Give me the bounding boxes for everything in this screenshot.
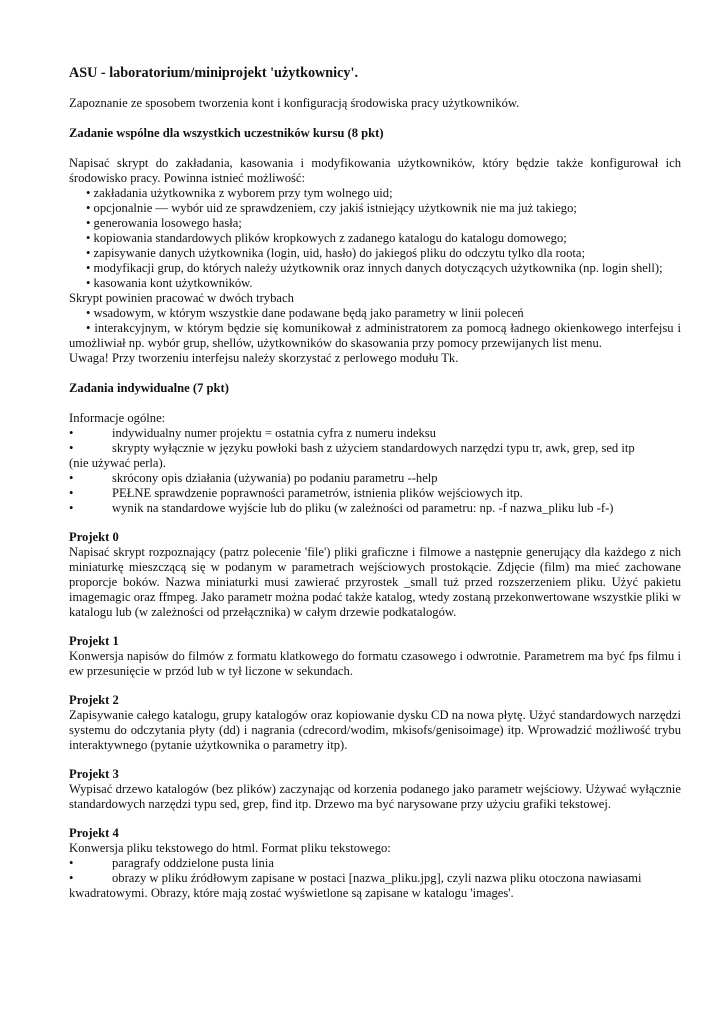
bullet-icon: • <box>69 471 74 485</box>
warning-text: Uwaga! Przy tworzeniu interfejsu należy skorzystać z perlowego modułu Tk. <box>69 351 459 365</box>
project-description: Konwersja napisów do filmów z formatu klatkowego do formatu czasowego i odwrotnie. Parametrem ma być fps filmu i ew przesunięcie w przód lub w tył liczone w sekundach. <box>69 649 681 678</box>
mode-item: • wsadowym, w którym wszystkie dane podawane będą jako parametry w linii poleceń <box>86 306 524 320</box>
document-title: ASU - laboratorium/miniprojekt 'użytkownicy'. <box>69 65 359 81</box>
info-item-text: skrócony opis działania (używania) po podaniu parametru --help <box>112 471 438 485</box>
info-item <box>69 426 681 441</box>
capability-item: • modyfikacji grup, do których należy użytkownik oraz innych danych dotyczących użytkownika (np. login shell); <box>86 261 663 275</box>
project-heading: Projekt 3 <box>69 767 119 781</box>
capability-item: • kopiowania standardowych plików kropkowych z zadanego katalogu do katalogu domowego; <box>86 231 567 245</box>
info-item-text: PEŁNE sprawdzenie poprawności parametrów, istnienia plików wejściowych itp. <box>112 486 523 500</box>
mode-item: • interakcyjnym, w którym będzie się komunikował z administratorem za pomocą ładnego okienkowego interfejsu i umożliwiał np. wybór grup, shellów, użytkowników do skasowania przy pomocy przewijanych list menu. <box>69 321 681 350</box>
modes-intro: Skrypt powinien pracować w dwóch trybach <box>69 291 294 305</box>
common-task-paragraph: Napisać skrypt do zakładania, kasowania i modyfikowania użytkowników, który będzie także konfigurował ich środowisko pracy. Powinna istnieć możliwość: <box>69 156 681 185</box>
project-description: Zapisywanie całego katalogu, grupy katalogów oraz kopiowanie dysku CD na nowa płytę. Użyć standardowych narzędzi systemu do odczytania płyty (dd) i nagrania (cdrecord/wodim, mkisofs/genisoimage) itp. Wprowadzić możliwość trybu interaktywnego (pytanie użytkownika o parametry itp). <box>69 708 681 752</box>
info-item-continuation: (nie używać perla). <box>69 456 166 470</box>
info-item <box>69 486 681 501</box>
project-description: Konwersja pliku tekstowego do html. Format pliku tekstowego: <box>69 841 391 855</box>
common-task-heading: Zadanie wspólne dla wszystkich uczestników kursu (8 pkt) <box>69 126 384 140</box>
info-item-text: indywidualny numer projektu = ostatnia cyfra z numeru indeksu <box>112 426 436 440</box>
info-item <box>69 501 681 516</box>
info-item <box>69 441 681 471</box>
bullet-icon: • <box>69 871 74 885</box>
project-description: Napisać skrypt rozpoznający (patrz polecenie 'file') pliki graficzne i filmowe a następnie generujący dla każdego z nich miniaturkę mieszczącą się w podanym w parametrach wejściowych prostokącie. Zdjęcie (film) ma mieć zachowane proporcje boków. Nazwa miniaturki musi zawierać przyrostek _small tuż przed rozszerzeniem pliku. Użyć pakietu imagemagic oraz ffmpeg. Jako parametr można podać także katalog, wtedy zostaną przekonwertowane wszystkie pliki w katalogu lub (w zależności od przełącznika) w całym drzewie podkatalogów. <box>69 545 681 619</box>
info-item-text: skrypty wyłącznie w języku powłoki bash z użyciem standardowych narzędzi typu tr, awk, grep, sed itp <box>112 441 635 455</box>
project-heading: Projekt 0 <box>69 530 119 544</box>
intro-paragraph: Zapoznanie ze sposobem tworzenia kont i konfiguracją środowiska pracy użytkowników. <box>69 96 520 110</box>
info-item <box>69 471 681 486</box>
project-description: Wypisać drzewo katalogów (bez plików) zaczynając od korzenia podanego jako parametr wejściowy. Używać wyłącznie standardowych narzędzi typu sed, grep, find itp. Drzewo ma być narysowane przy użyciu grafiki tekstowej. <box>69 782 681 811</box>
capability-item: • zakładania użytkownika z wyborem przy tym wolnego uid; <box>86 186 393 200</box>
bullet-icon: • <box>69 441 74 455</box>
general-info-label: Informacje ogólne: <box>69 411 166 425</box>
bullet-icon: • <box>69 856 74 870</box>
format-item <box>69 856 681 871</box>
capability-item: • kasowania kont użytkowników. <box>86 276 253 290</box>
info-item-text: wynik na standardowe wyjście lub do pliku (w zależności od parametru: np. -f nazwa_pliku lub -f-) <box>112 501 614 515</box>
capability-item: • zapisywanie danych użytkownika (login, uid, hasło) do jakiegoś pliku do odczytu tylko dla roota; <box>86 246 585 260</box>
bullet-icon: • <box>69 486 74 500</box>
format-item-text: paragrafy oddzielone pusta linia <box>112 856 274 870</box>
format-item-continuation: kwadratowymi. Obrazy, które mają zostać wyświetlone są zapisane w katalogu 'images'. <box>69 886 514 900</box>
capability-item: • opcjonalnie — wybór uid ze sprawdzeniem, czy jakiś istniejący użytkownik nie ma już takiego; <box>86 201 577 215</box>
project-heading: Projekt 2 <box>69 693 119 707</box>
format-item-text: obrazy w pliku źródłowym zapisane w postaci [nazwa_pliku.jpg], czyli nazwa pliku otoczona nawiasami <box>112 871 642 885</box>
project-heading: Projekt 1 <box>69 634 119 648</box>
capability-item: • generowania losowego hasła; <box>86 216 242 230</box>
individual-task-heading: Zadania indywidualne (7 pkt) <box>69 381 229 395</box>
format-item <box>69 871 681 901</box>
bullet-icon: • <box>69 426 74 440</box>
project-heading: Projekt 4 <box>69 826 119 840</box>
bullet-icon: • <box>69 501 74 515</box>
